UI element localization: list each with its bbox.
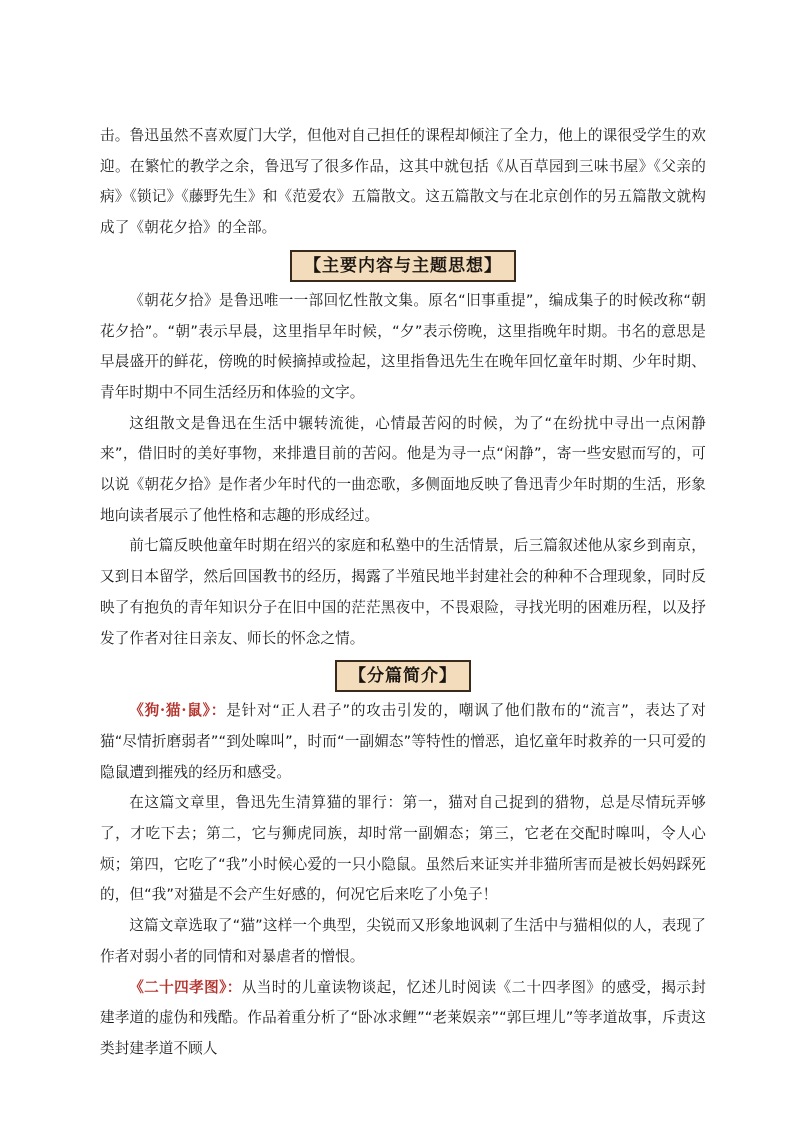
essay-twenty-four-filial-paragraph bbox=[100, 973, 706, 1065]
main-content-paragraph-1: 《朝花夕拾》是鲁迅唯一一部回忆性散文集。原名“旧事重提”，编成集子的时候改称“朝花夕拾”。“朝”表示早晨，这里指早年时候，“夕”表示傍晚，这里指晚年时期。书名的意思是早晨盛开的鲜花，傍晚的时候摘掉或捡起，这里指鲁迅先生在晚年回忆童年时期、少年时期、青年时期中不同生活经历和体验的文字。 bbox=[100, 291, 706, 401]
main-content-paragraph-2: 这组散文是鲁迅在生活中辗转流徙，心情最苦闷的时候，为了“在纷扰中寻出一点闲静来”，借旧时的美好事物，来排遣目前的苦闷。他是为寻一点“闲静”，寄一些安慰而写的，可以说《朝花夕拾》是作者少年时代的一曲恋歌，多侧面地反映了鲁迅青少年时期的生活，形象地向读者展示了他性格和志趣的形成经过。 bbox=[100, 414, 706, 524]
essay-dog-cat-mouse-paragraph bbox=[100, 696, 706, 788]
dog-cat-mouse-detail-paragraph-1: 在这篇文章里，鲁迅先生清算猫的罪行：第一，猫对自己捉到的猎物，总是尽情玩弄够了，才吃下去；第二，它与狮虎同族，却时常一副媚态；第三，它老在交配时嗥叫，令人心烦；第四，它吃了“我”小时候心爱的一只小隐鼠。虽然后来证实并非猫所害而是被长妈妈踩死的，但“我”对猫是不会产生好感的，何况它后来吃了小兔子！ bbox=[100, 794, 706, 904]
main-content-paragraph-3: 前七篇反映他童年时期在绍兴的家庭和私塾中的生活情景，后三篇叙述他从家乡到南京，又到日本留学，然后回国教书的经历，揭露了半殖民地半封建社会的种种不合理现象，同时反映了有抱负的青年知识分子在旧中国的茫茫黑夜中，不畏艰险，寻找光明的困难历程，以及抒发了作者对往日亲友、师长的怀念之情。 bbox=[100, 537, 706, 647]
section-heading-chapter-intro: 【分篇简介】 bbox=[335, 660, 471, 692]
section-heading-main-content: 【主要内容与主题思想】 bbox=[290, 250, 516, 282]
essay-summary-twenty-four-filial: 从当时的儿童读物谈起，忆述儿时阅读《二十四孝图》的感受，揭示封建孝道的虚伪和残酷。作品着重分析了“卧冰求鲤”“老莱娱亲”“郭巨埋儿”等孝道故事，斥责这类封建孝道不顾人 bbox=[100, 978, 706, 1057]
essay-summary-dog-cat-mouse: 是针对“正人君子”的攻击引发的，嘲讽了他们散布的“流言”，表达了对猫“尽情折磨弱者”“到处嗥叫”，时而“一副媚态”等特性的憎恶，追忆童年时救养的一只可爱的隐鼠遭到摧残的经历和感受。 bbox=[100, 702, 707, 781]
section-heading-main-content-wrap bbox=[100, 250, 706, 282]
document-body bbox=[100, 121, 706, 1065]
essay-title-twenty-four-filial: 《二十四孝图》： bbox=[129, 978, 242, 996]
dog-cat-mouse-detail-paragraph-2: 这篇文章选取了“猫”这样一个典型，尖锐而又形象地讽刺了生活中与猫相似的人，表现了作者对弱小者的同情和对暴虐者的憎恨。 bbox=[100, 917, 706, 965]
section-heading-chapter-intro-wrap bbox=[100, 660, 706, 692]
intro-paragraph: 击。鲁迅虽然不喜欢厦门大学，但他对自己担任的课程却倾注了全力，他上的课很受学生的欢迎。在繁忙的教学之余，鲁迅写了很多作品，这其中就包括《从百草园到三味书屋》《父亲的病》《锁记》《藤野先生》和《范爱农》五篇散文。这五篇散文与在北京创作的另五篇散文就构成了《朝花夕拾》的全部。 bbox=[100, 127, 706, 237]
essay-title-dog-cat-mouse: 《狗·猫·鼠》： bbox=[129, 702, 227, 720]
